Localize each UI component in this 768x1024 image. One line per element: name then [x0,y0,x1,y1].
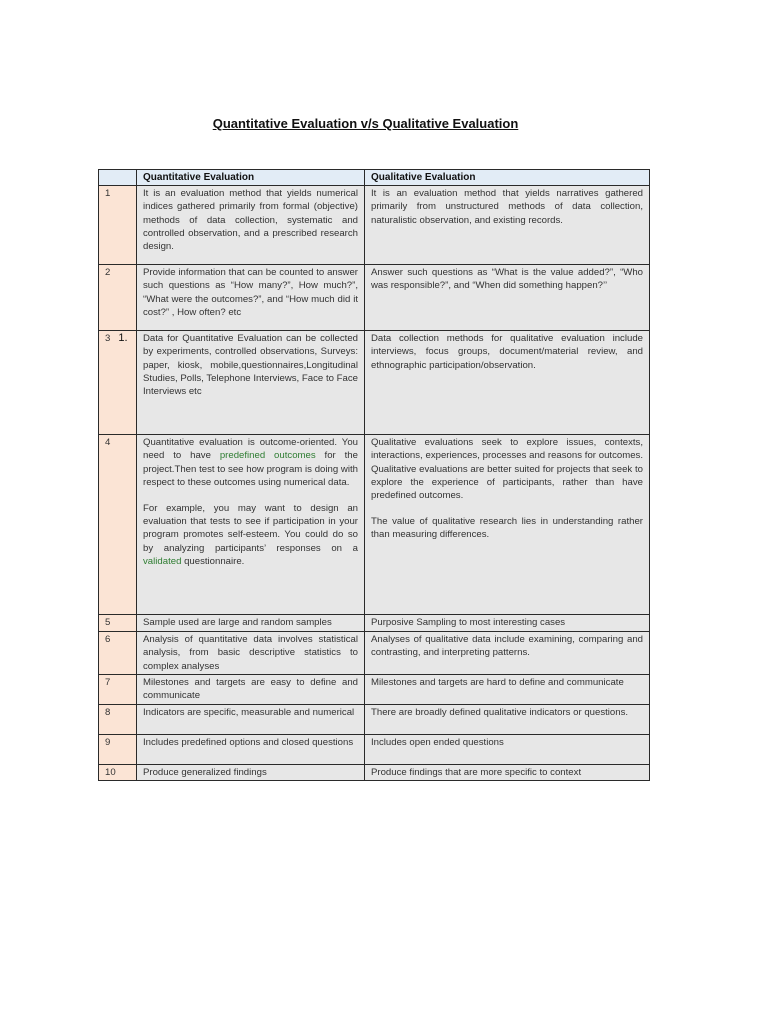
quantitative-cell: Provide information that can be counted to answer such questions as “How many?”, How much?”, “What were the outcomes?”, and “How much did it cost?” , How often? etc [137,265,365,331]
qualitative-cell: Analyses of qualitative data include examining, comparing and contrasting, and interpreting patterns. [365,632,650,675]
quantitative-cell: It is an evaluation method that yields numerical indices gathered primarily from formal (objective) methods of data collection, systematic and controlled observation, and a prescribed research design. [137,186,365,265]
document-title: Quantitative Evaluation v/s Qualitative Evaluation [212,116,519,131]
qualitative-cell [365,435,650,615]
row-number-text: 3 [105,333,111,345]
qualitative-cell: Answer such questions as “What is the value added?”, “Who was responsible?”, and “When did something happen?’’ [365,265,650,331]
qualitative-cell: Milestones and targets are hard to define and communicate [365,675,650,705]
qualitative-cell: Produce findings that are more specific to context [365,765,650,781]
table-row [99,435,650,615]
row-number: 10 [99,765,137,781]
header-qualitative: Qualitative Evaluation [365,170,650,186]
table-row [99,331,650,435]
qualitative-cell: Includes open ended questions [365,735,650,765]
row-number: 2 [99,265,137,331]
row-number: 8 [99,705,137,735]
text-span: For example, you may want to design an evaluation that tests to see if participation in your program promotes self-esteem. You could do so by analyzing participants’ responses on a [143,503,358,554]
quantitative-cell: Analysis of quantitative data involves statistical analysis, from basic descriptive statistics to complex analyses [137,632,365,675]
row-number: 5 [99,615,137,632]
list-bullet: 1. [118,332,128,345]
header-number [99,170,137,186]
quantitative-cell: Data for Quantitative Evaluation can be collected by experiments, controlled observations, Surveys: paper, kiosk, mobile,questionnaires,Longitudinal Studies, Polls, Telephone Interviews, Face to Face Interviews etc [137,331,365,435]
quantitative-cell [137,435,365,615]
text-span: questionnaire. [181,555,245,567]
table-row [99,186,650,265]
quantitative-cell: Produce generalized findings [137,765,365,781]
highlighted-term: predefined outcomes [219,450,316,462]
row-number: 1 [99,186,137,265]
quantitative-paragraph-1 [143,436,358,489]
qualitative-cell: It is an evaluation method that yields narratives gathered primarily from unstructured methods of data collection, naturalistic observation, and existing records. [365,186,650,265]
row-number: 4 [99,435,137,615]
qualitative-cell: Data collection methods for qualitative evaluation include interviews, focus groups, document/material review, and ethnographic participation/observation. [365,331,650,435]
row-number [99,331,137,435]
row-number: 6 [99,632,137,675]
text-span: for the project.Then test to see how program is doing with respect to these outcomes using numerical data. [143,450,358,488]
quantitative-paragraph-2 [143,502,358,568]
row-number: 7 [99,675,137,705]
row-number: 9 [99,735,137,765]
qualitative-cell: Purposive Sampling to most interesting cases [365,615,650,632]
quantitative-cell: Indicators are specific, measurable and numerical [137,705,365,735]
table-row [99,675,650,705]
table-row [99,705,650,735]
table-row [99,735,650,765]
header-quantitative: Quantitative Evaluation [137,170,365,186]
quantitative-cell: Sample used are large and random samples [137,615,365,632]
highlighted-term: validated [143,555,182,567]
table-row [99,265,650,331]
qualitative-cell: There are broadly defined qualitative indicators or questions. [365,705,650,735]
comparison-table [98,169,650,781]
table-header-row [99,170,650,186]
table-row [99,765,650,781]
quantitative-cell: Milestones and targets are easy to define and communicate [137,675,365,705]
table-row [99,632,650,675]
text-span: Quantitative evaluation is outcome-oriented. You need to have [143,437,358,462]
quantitative-cell: Includes predefined options and closed questions [137,735,365,765]
qualitative-paragraph-2: The value of qualitative research lies in understanding rather than measuring differences. [371,516,643,541]
table-row [99,615,650,632]
qualitative-paragraph-1: Qualitative evaluations seek to explore issues, contexts, interactions, experiences, processes and reasons for outcomes. Qualitative evaluations are better suited for projects that seek to explore the experience of participants, rather than have predefined outcomes. [371,437,643,502]
